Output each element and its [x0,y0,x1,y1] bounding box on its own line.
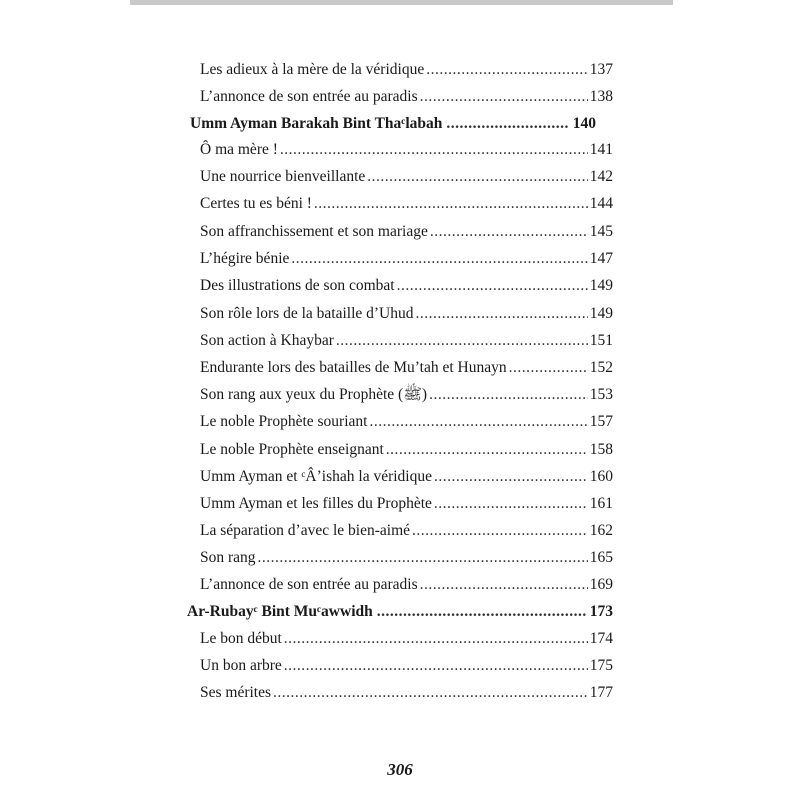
toc-entry-page: 174 [589,630,613,647]
toc-entry [200,521,613,541]
toc-entry [200,656,613,676]
dot-leader [273,683,588,703]
toc-entry-page: 157 [589,413,613,430]
toc-entry [200,683,613,703]
toc-entry-page: 142 [589,168,613,185]
toc-section-heading [187,602,613,622]
toc-entry [200,60,613,80]
toc-entry [200,575,613,595]
toc-entry [200,629,613,649]
dot-leader [314,194,588,214]
dot-leader [426,60,588,80]
toc-entry-title: L’annonce de son entrée au paradis [200,576,418,593]
toc-section-heading [190,114,596,134]
toc-entry [200,276,613,296]
toc-entry-title: L’hégire bénie [200,250,290,267]
toc-entry [200,140,613,160]
dot-leader [280,140,588,160]
toc-heading-title: Ar-Rubayᶜ Bint Muᶜawwidh [187,603,373,620]
toc-entry-page: 152 [589,359,613,376]
toc-entry-page: 149 [589,305,613,322]
toc-entry-title: Son affranchissement et son mariage [200,223,428,240]
dot-leader [434,494,588,514]
toc-entry-title: Son action à Khaybar [200,332,334,349]
dot-leader [397,276,588,296]
toc-entry [200,194,613,214]
toc-entry-title: Umm Ayman et les filles du Prophète [200,495,432,512]
dot-leader [416,304,588,324]
toc-entry-title: Un bon arbre [200,657,282,674]
page-number: 306 [387,760,413,779]
toc-entry-page: 147 [589,250,613,267]
toc-entry-title: L’annonce de son entrée au paradis [200,88,418,105]
toc-entry-title: Le noble Prophète souriant [200,413,368,430]
dot-leader [434,467,588,487]
dot-leader [420,575,588,595]
toc-entry-page: 175 [589,657,613,674]
toc-entry-page: 177 [589,684,613,701]
dot-leader [509,358,588,378]
toc-entry-title: Endurante lors des batailles de Mu’tah et Hunayn [200,359,507,376]
dot-leader [336,331,588,351]
toc-entry-page: 145 [589,223,613,240]
dot-leader [429,385,588,405]
toc-entry-title: Umm Ayman et ᶜÂ’ishah la véridique [200,468,432,485]
toc-entry-title: Ô ma mère ! [200,141,278,158]
dot-leader [420,87,588,107]
toc-entry [200,440,613,460]
dot-leader [369,412,587,432]
toc-entry-title: Son rôle lors de la bataille d’Uhud [200,305,414,322]
toc-heading-page: 140 [572,115,596,132]
dot-leader [291,249,587,269]
toc-entry [200,494,613,514]
toc-entry [200,358,613,378]
dot-leader [386,440,588,460]
dot-leader [446,114,568,134]
toc-entry-page: 158 [589,441,613,458]
toc-entry-title: Le bon début [200,630,282,647]
dot-leader [412,521,588,541]
toc-entry [200,249,613,269]
dot-leader [377,602,586,622]
toc-entry-title: La séparation d’avec le bien-aimé [200,522,410,539]
toc-heading-page: 173 [589,603,613,620]
dot-leader [284,629,588,649]
toc-entry-page: 169 [589,576,613,593]
dot-leader [430,222,588,242]
toc-heading-title: Umm Ayman Barakah Bint Thaᶜlabah [190,115,443,132]
toc-entry [200,87,613,107]
toc-entry [200,467,613,487]
dot-leader [284,656,588,676]
dot-leader [367,167,587,187]
toc-entry-page: 138 [589,88,613,105]
toc-entry-page: 153 [589,386,613,403]
toc-entry-page: 144 [589,195,613,212]
toc-entry-title: Des illustrations de son combat [200,277,395,294]
toc-entry-page: 141 [589,141,613,158]
toc-entry-page: 149 [589,277,613,294]
toc-entry [200,222,613,242]
toc-entry-page: 160 [589,468,613,485]
toc-entry-title: Ses mérites [200,684,272,701]
toc-entry-title: Le noble Prophète enseignant [200,441,384,458]
toc-entry-page: 161 [589,495,613,512]
toc-entry [200,331,613,351]
toc-entry [200,412,613,432]
toc-entry [200,167,613,187]
toc-entry-title: Son rang [200,549,256,566]
toc-entry-page: 162 [589,522,613,539]
toc-entry-title: Les adieux à la mère de la véridique [200,61,425,78]
toc-entry [200,304,613,324]
toc-entry-page: 137 [589,61,613,78]
toc-entry-page: 151 [589,332,613,349]
toc-entry-title: Certes tu es béni ! [200,195,312,212]
toc-entry-page: 165 [589,549,613,566]
toc-entry-title: Son rang aux yeux du Prophète (ﷺ) [200,386,428,403]
toc-entry-title: Une nourrice bienveillante [200,168,366,185]
toc-entry [200,385,613,405]
dot-leader [258,548,588,568]
toc-entry [200,548,613,568]
